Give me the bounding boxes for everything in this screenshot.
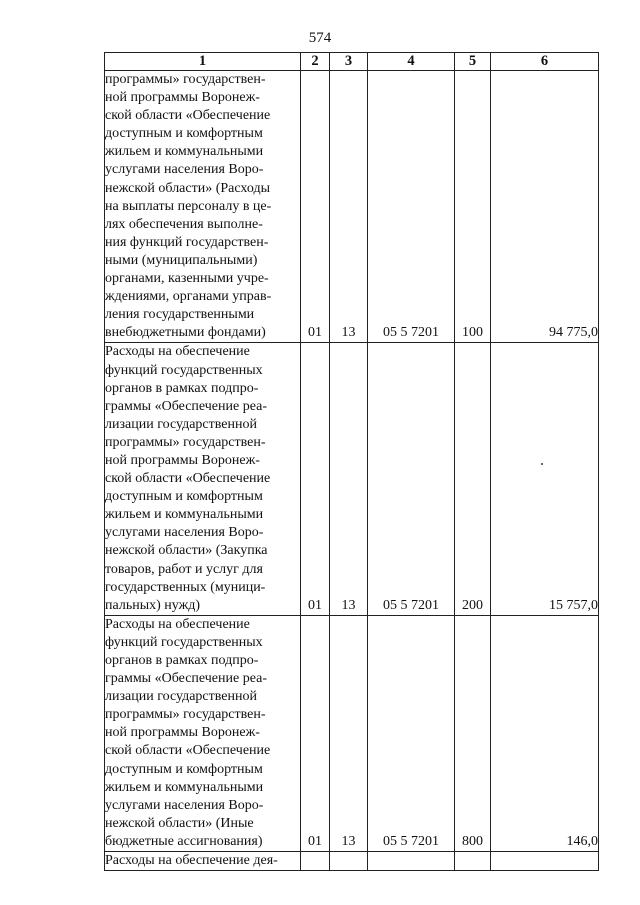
header-col-6: 6 — [491, 53, 599, 71]
row-csr: 05 5 7201 — [368, 71, 455, 343]
table-row — [105, 852, 599, 871]
budget-table — [104, 52, 599, 871]
row-amount: 146,0 — [491, 615, 599, 851]
scan-speck — [541, 463, 543, 465]
row-pr: 13 — [330, 71, 368, 343]
row-rz: 01 — [301, 343, 330, 615]
row-pr: 13 — [330, 343, 368, 615]
row-pr: 13 — [330, 615, 368, 851]
row-vr — [455, 852, 491, 871]
page-number: 574 — [308, 30, 332, 46]
row-vr: 800 — [455, 615, 491, 851]
row-csr: 05 5 7201 — [368, 615, 455, 851]
row-description: Расходы на обеспечение дея- — [105, 852, 301, 871]
row-amount — [491, 852, 599, 871]
row-vr: 200 — [455, 343, 491, 615]
row-description: программы» государствен- ной программы Воронеж- ской области «Обеспечение доступным и комфортным жильем и коммунальными услугами населения Воро- нежской области» (Расходы на выплаты персоналу в це- лях обеспечения выполне- ния функций государствен- ными (муниципальными) органами, казенными учре- ждениями, органами управ- ления государственными внебюджетными фондами) — [105, 71, 301, 343]
header-col-2: 2 — [301, 53, 330, 71]
header-col-1: 1 — [105, 53, 301, 71]
table-row — [105, 71, 599, 343]
header-col-3: 3 — [330, 53, 368, 71]
row-vr: 100 — [455, 71, 491, 343]
header-col-4: 4 — [368, 53, 455, 71]
row-description: Расходы на обеспечение функций государственных органов в рамках подпро- граммы «Обеспечение реа- лизации государственной программы» государствен- ной программы Воронеж- ской области «Обеспечение доступным и комфортным жильем и коммунальными услугами населения Воро- нежской области» (Иные бюджетные ассигнования) — [105, 615, 301, 851]
row-csr: 05 5 7201 — [368, 343, 455, 615]
row-pr — [330, 852, 368, 871]
table-row — [105, 615, 599, 851]
row-rz: 01 — [301, 615, 330, 851]
header-col-5: 5 — [455, 53, 491, 71]
row-description: Расходы на обеспечение функций государственных органов в рамках подпро- граммы «Обеспечение реа- лизации государственной программы» государствен- ной программы Воронеж- ской области «Обеспечение доступным и комфортным жильем и коммунальными услугами населения Воро- нежской области» (Закупка товаров, работ и услуг для государственных (муници- пальных) нужд) — [105, 343, 301, 615]
table-row — [105, 343, 599, 615]
row-csr — [368, 852, 455, 871]
header-row — [105, 53, 599, 71]
row-amount: 15 757,0 — [491, 343, 599, 615]
row-rz — [301, 852, 330, 871]
row-amount: 94 775,0 — [491, 71, 599, 343]
row-rz: 01 — [301, 71, 330, 343]
